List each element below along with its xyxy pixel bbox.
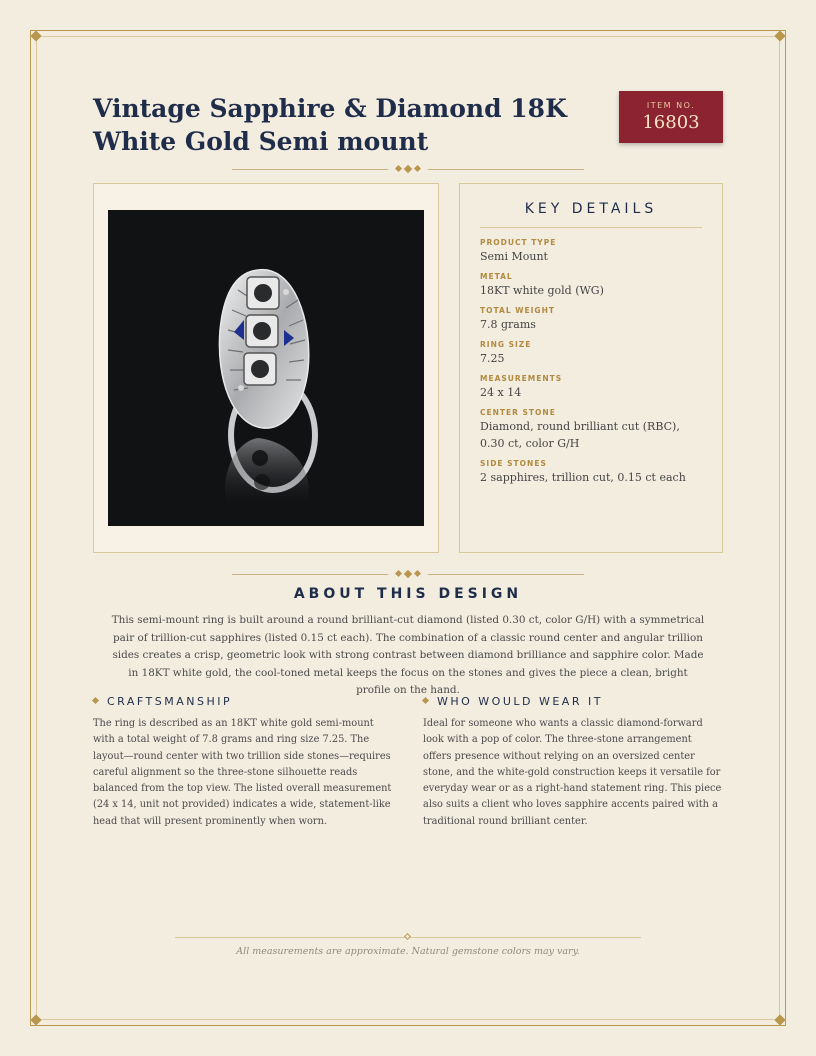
wearer-heading-text: WHO WOULD WEAR IT <box>437 695 603 708</box>
detail-label: MEASUREMENTS <box>480 374 563 383</box>
wearer-text: Ideal for someone who wants a classic diamond-forward look with a pop of color. The three-stone arrangement offers presence without relying on an oversized center stone, and the white-gold construction keeps it versatile for everyday wear or as a right-hand statement ring. This piece also suits a client who loves sapphire accents paired with a traditional round brilliant center. <box>423 718 722 827</box>
detail-center-stone <box>480 408 705 452</box>
wearer-heading <box>423 695 603 708</box>
title-divider <box>232 164 584 174</box>
about-heading: ABOUT THIS DESIGN <box>293 586 523 602</box>
detail-value: 18KT white gold (WG) <box>480 284 604 297</box>
detail-label: CENTER STONE <box>480 408 556 417</box>
ring-illustration <box>108 210 424 526</box>
about-divider <box>232 569 584 579</box>
product-photo-frame <box>93 183 439 553</box>
item-number-badge <box>619 91 723 143</box>
detail-product-type <box>480 238 705 265</box>
product-photo <box>108 210 424 526</box>
detail-value: Semi Mount <box>480 250 548 263</box>
detail-metal <box>480 272 705 299</box>
diamond-bullet-icon <box>92 697 99 704</box>
craftsmanship-heading-text: CRAFTSMANSHIP <box>107 695 233 708</box>
detail-side-stones <box>480 459 705 486</box>
footer-note: All measurements are approximate. Natural gemstone colors may vary. <box>236 946 580 957</box>
detail-total-weight <box>480 306 705 333</box>
key-details-rule <box>480 227 702 228</box>
detail-label: PRODUCT TYPE <box>480 238 557 247</box>
about-text: This semi-mount ring is built around a round brilliant-cut diamond (listed 0.30 ct, color G/H) with a symmetrical pair of trillion-cut sapphires (listed 0.15 ct each). The combination of a classic round center and angular trillion sides creates a crisp, geometric look with strong contrast between diamond brilliance and sapphire color. Made in 18KT white gold, the cool-toned metal keeps the focus on the stones and gives the piece a clean, bright profile on the hand. <box>111 614 705 696</box>
diamond-bullet-icon <box>422 697 429 704</box>
detail-value: 7.25 <box>480 352 505 365</box>
detail-label: RING SIZE <box>480 340 532 349</box>
detail-value: Diamond, round brilliant cut (RBC), 0.30 ct, color G/H <box>480 420 680 450</box>
detail-measurements <box>480 374 705 401</box>
detail-value: 24 x 14 <box>480 386 522 399</box>
item-number-label: ITEM NO. <box>646 101 696 110</box>
item-number: 16803 <box>642 112 700 133</box>
key-details-list <box>480 238 705 493</box>
detail-value: 7.8 grams <box>480 318 536 331</box>
detail-label: METAL <box>480 272 513 281</box>
craftsmanship-heading <box>93 695 232 708</box>
key-details-heading: KEY DETAILS <box>524 201 658 217</box>
detail-ring-size <box>480 340 705 367</box>
detail-label: SIDE STONES <box>480 459 547 468</box>
detail-value: 2 sapphires, trillion cut, 0.15 ct each <box>480 471 686 484</box>
key-details-panel <box>459 183 723 553</box>
detail-label: TOTAL WEIGHT <box>480 306 555 315</box>
craftsmanship-text: The ring is described as an 18KT white gold semi-mount with a total weight of 7.8 grams and ring size 7.25. The layout—round center with two trillion side stones—requires careful alignment so the three-stone silhouette reads balanced from the top view. The listed overall measurement (24 x 14, unit not provided) indicates a wide, statement-like head that will present prominently when worn. <box>93 718 392 827</box>
product-title: Vintage Sapphire & Diamond 18K White Gold Semi mount <box>93 94 567 156</box>
